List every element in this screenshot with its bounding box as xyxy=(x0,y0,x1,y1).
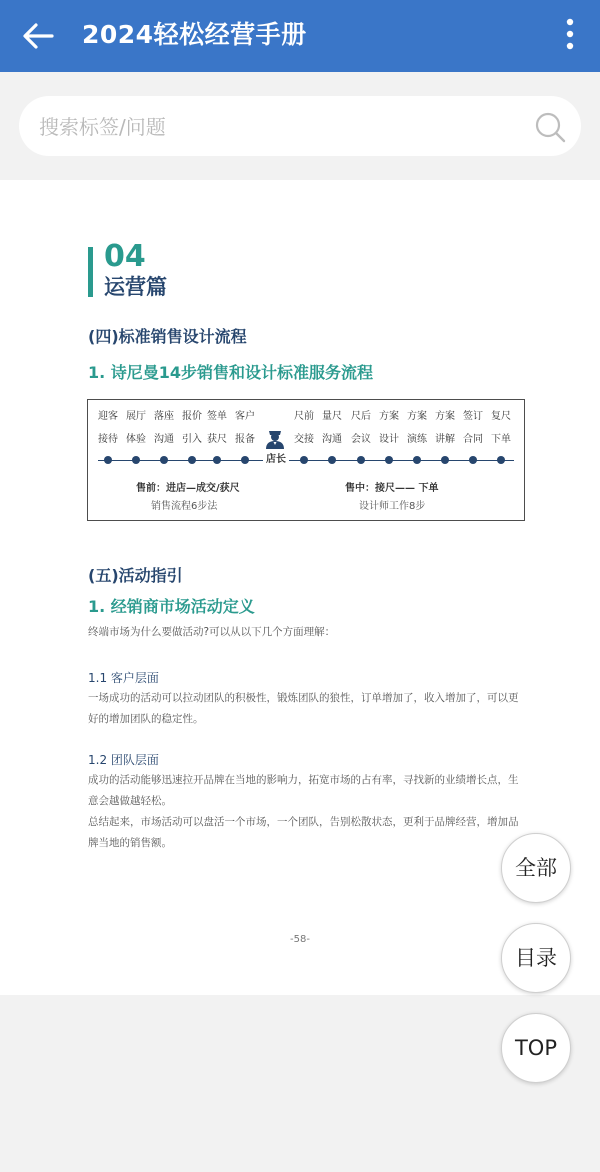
flow-step-bottom-label: 引入 xyxy=(182,434,202,445)
heading-standard-sales-process: (四)标准销售设计流程 xyxy=(88,327,247,346)
flow-step-top-label: 量尺 xyxy=(322,411,342,422)
section-name: 运营篇 xyxy=(104,275,167,299)
search-bar xyxy=(19,96,581,156)
flow-step-bottom-label: 获尺 xyxy=(207,434,227,445)
flow-step-dot xyxy=(469,456,477,464)
flow-step-bottom-label: 接待 xyxy=(98,434,118,445)
summary-text: 总结起来，市场活动可以盘活一个市场，一个团队，告别松散状态，更利于品牌经营，增加品牌当地的销售额。 xyxy=(88,816,519,849)
flow-step-dot xyxy=(441,456,449,464)
item1-text: 一场成功的活动可以拉动团队的积极性，锻炼团队的狼性，订单增加了，收入增加了，可以更好的增加团队的稳定性。 xyxy=(88,692,519,725)
store-manager-icon xyxy=(264,427,286,449)
section-accent-bar xyxy=(88,247,93,297)
insale-caption: 售中：接尺—— 下单 xyxy=(345,483,439,494)
intro-text: 终端市场为什么要做活动?可以从以下几个方面理解： xyxy=(88,626,336,638)
flow-step-dot xyxy=(328,456,336,464)
show-all-button[interactable]: 全部 xyxy=(501,833,571,903)
flow-step-top-label: 方案 xyxy=(379,411,399,422)
flow-step-bottom-label: 下单 xyxy=(491,434,511,445)
flow-step-top-label: 客户 xyxy=(235,411,255,422)
flow-step-top-label: 尺前 xyxy=(294,411,314,422)
flow-step-top-label: 签单 xyxy=(207,411,227,422)
heading-activity-guide: (五)活动指引 xyxy=(88,566,183,585)
item1-title: 1.1 客户层面 xyxy=(88,671,159,685)
insale-subcaption: 设计师工作8步 xyxy=(359,501,426,512)
flow-step-bottom-label: 演练 xyxy=(407,434,427,445)
flow-step-bottom-label: 沟通 xyxy=(154,434,174,445)
flow-step-bottom-label: 体验 xyxy=(126,434,146,445)
flow-step-dot xyxy=(241,456,249,464)
presale-subcaption: 销售流程6步法 xyxy=(151,501,218,512)
presale-caption: 售前：进店—成交/获尺 xyxy=(136,483,240,494)
back-to-top-button[interactable]: TOP xyxy=(501,1013,571,1083)
search-input[interactable] xyxy=(37,108,521,146)
page-title: 2024轻松经营手册 xyxy=(82,20,307,49)
flow-step-bottom-label: 讲解 xyxy=(435,434,455,445)
back-arrow-icon[interactable] xyxy=(18,16,58,56)
flow-step-dot xyxy=(497,456,505,464)
flow-step-dot xyxy=(357,456,365,464)
table-of-contents-button[interactable]: 目录 xyxy=(501,923,571,993)
subheading-14-step-process: 1. 诗尼曼14步销售和设计标准服务流程 xyxy=(88,363,374,382)
page-number: -58- xyxy=(290,934,310,945)
search-icon[interactable] xyxy=(533,110,567,144)
flow-step-bottom-label: 合同 xyxy=(463,434,483,445)
flow-step-dot xyxy=(132,456,140,464)
flow-step-dot xyxy=(385,456,393,464)
flow-step-top-label: 方案 xyxy=(435,411,455,422)
flow-step-top-label: 复尺 xyxy=(491,411,511,422)
flow-step-top-label: 尺后 xyxy=(351,411,371,422)
flow-step-bottom-label: 交接 xyxy=(294,434,314,445)
item2-title: 1.2 团队层面 xyxy=(88,753,159,767)
flow-step-dot xyxy=(213,456,221,464)
more-vert-icon[interactable] xyxy=(562,16,578,56)
top-app-bar xyxy=(0,0,600,72)
flow-step-dot xyxy=(413,456,421,464)
flow-step-dot xyxy=(160,456,168,464)
search-area xyxy=(0,72,600,180)
store-manager-label: 店长 xyxy=(263,453,289,467)
flow-step-top-label: 报价 xyxy=(182,411,202,422)
flow-step-top-label: 方案 xyxy=(407,411,427,422)
service-flow-diagram xyxy=(87,399,525,521)
flow-step-dot xyxy=(104,456,112,464)
flow-step-dot xyxy=(188,456,196,464)
flow-step-top-label: 迎客 xyxy=(98,411,118,422)
flow-step-bottom-label: 沟通 xyxy=(322,434,342,445)
section-number: 04 xyxy=(104,239,146,274)
item2-text: 成功的活动能够迅速拉开品牌在当地的影响力，拓宽市场的占有率，寻找新的业绩增长点，生意会越做越轻松。 xyxy=(88,774,519,807)
flow-step-bottom-label: 设计 xyxy=(379,434,399,445)
flow-step-top-label: 落座 xyxy=(154,411,174,422)
subheading-activity-definition: 1. 经销商市场活动定义 xyxy=(88,597,255,616)
flow-step-top-label: 展厅 xyxy=(126,411,146,422)
flow-step-dot xyxy=(300,456,308,464)
flow-step-bottom-label: 报备 xyxy=(235,434,255,445)
flow-step-top-label: 签订 xyxy=(463,411,483,422)
flow-step-bottom-label: 会议 xyxy=(351,434,371,445)
